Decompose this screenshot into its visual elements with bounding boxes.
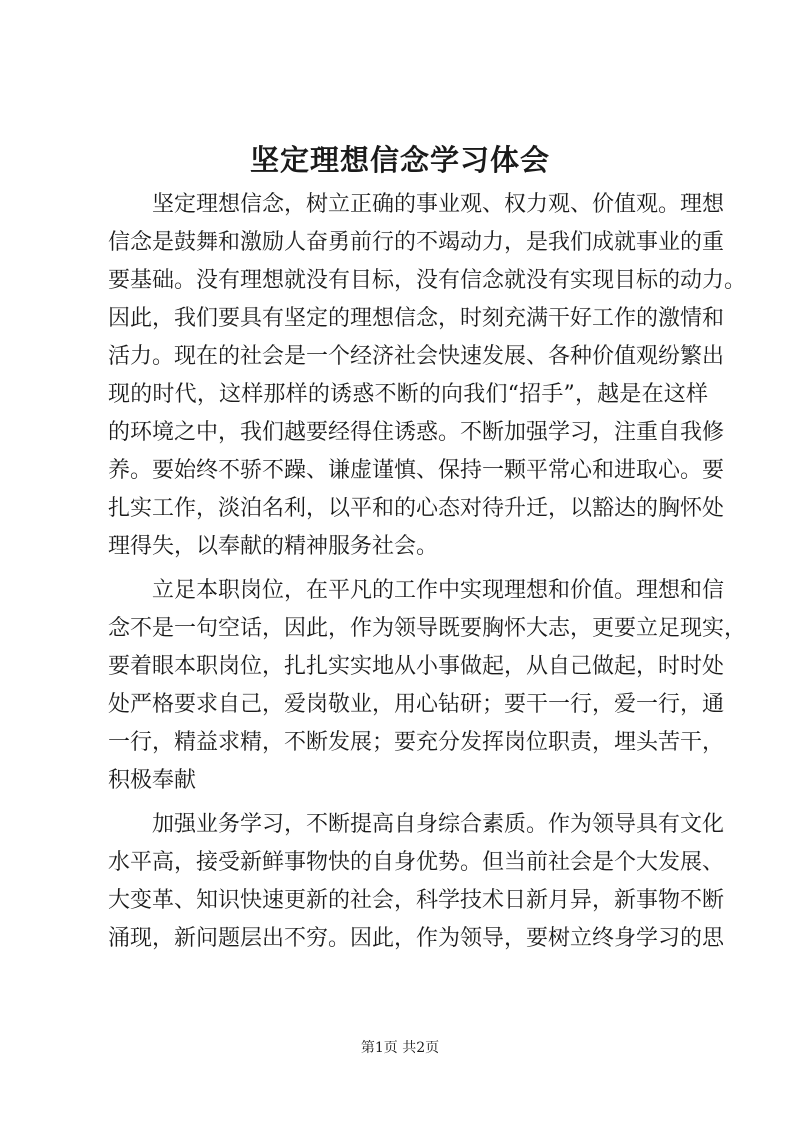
text-line: 养。要始终不骄不躁、谦虚谨慎、保持一颗平常心和进取心。要 [108, 458, 725, 483]
text-line: 要基础。没有理想就没有目标，没有信念就没有实现目标的动力。 [108, 268, 747, 293]
text-line: 因此，我们要具有坚定的理想信念，时刻充满干好工作的激情和 [108, 306, 725, 331]
text-line: 大变革、知识快速更新的社会，科学技术日新月异，新事物不断 [108, 888, 725, 913]
text-line: 处严格要求自己，爱岗敬业，用心钻研；要干一行，爱一行，通 [108, 692, 725, 717]
page-number-footer: 第1页 共2页 [360, 1040, 440, 1056]
text-line: 现的时代，这样那样的诱惑不断的向我们“招手”，越是在这样 [108, 382, 708, 407]
text-line: 信念是鼓舞和激励人奋勇前行的不竭动力，是我们成就事业的重 [108, 230, 725, 255]
text-line: 水平高，接受新鲜事物快的自身优势。但当前社会是个大发展、 [108, 850, 725, 875]
text-line: 扎实工作，淡泊名利，以平和的心态对待升迁，以豁达的胸怀处 [108, 496, 725, 521]
text-line: 涌现，新问题层出不穷。因此，作为领导，要树立终身学习的思 [108, 926, 725, 951]
text-line: 的环境之中，我们越要经得住诱惑。不断加强学习，注重自我修 [108, 420, 725, 445]
text-line: 要着眼本职岗位，扎扎实实地从小事做起，从自己做起，时时处 [108, 654, 725, 679]
text-line: 一行，精益求精，不断发展；要充分发挥岗位职责，埋头苦干， [108, 730, 725, 755]
text-line: 加强业务学习，不断提高自身综合素质。作为领导具有文化 [108, 812, 725, 837]
text-line: 坚定理想信念，树立正确的事业观、权力观、价值观。理想 [108, 192, 725, 217]
text-line: 念不是一句空话，因此，作为领导既要胸怀大志，更要立足现实， [108, 616, 747, 641]
text-line: 立足本职岗位，在平凡的工作中实现理想和价值。理想和信 [108, 578, 725, 603]
text-line: 积极奉献 [108, 768, 197, 793]
text-line: 理得失，以奉献的精神服务社会。 [108, 534, 439, 559]
document-title: 坚定理想信念学习体会 [249, 143, 550, 177]
text-line: 活力。现在的社会是一个经济社会快速发展、各种价值观纷繁出 [108, 344, 725, 369]
